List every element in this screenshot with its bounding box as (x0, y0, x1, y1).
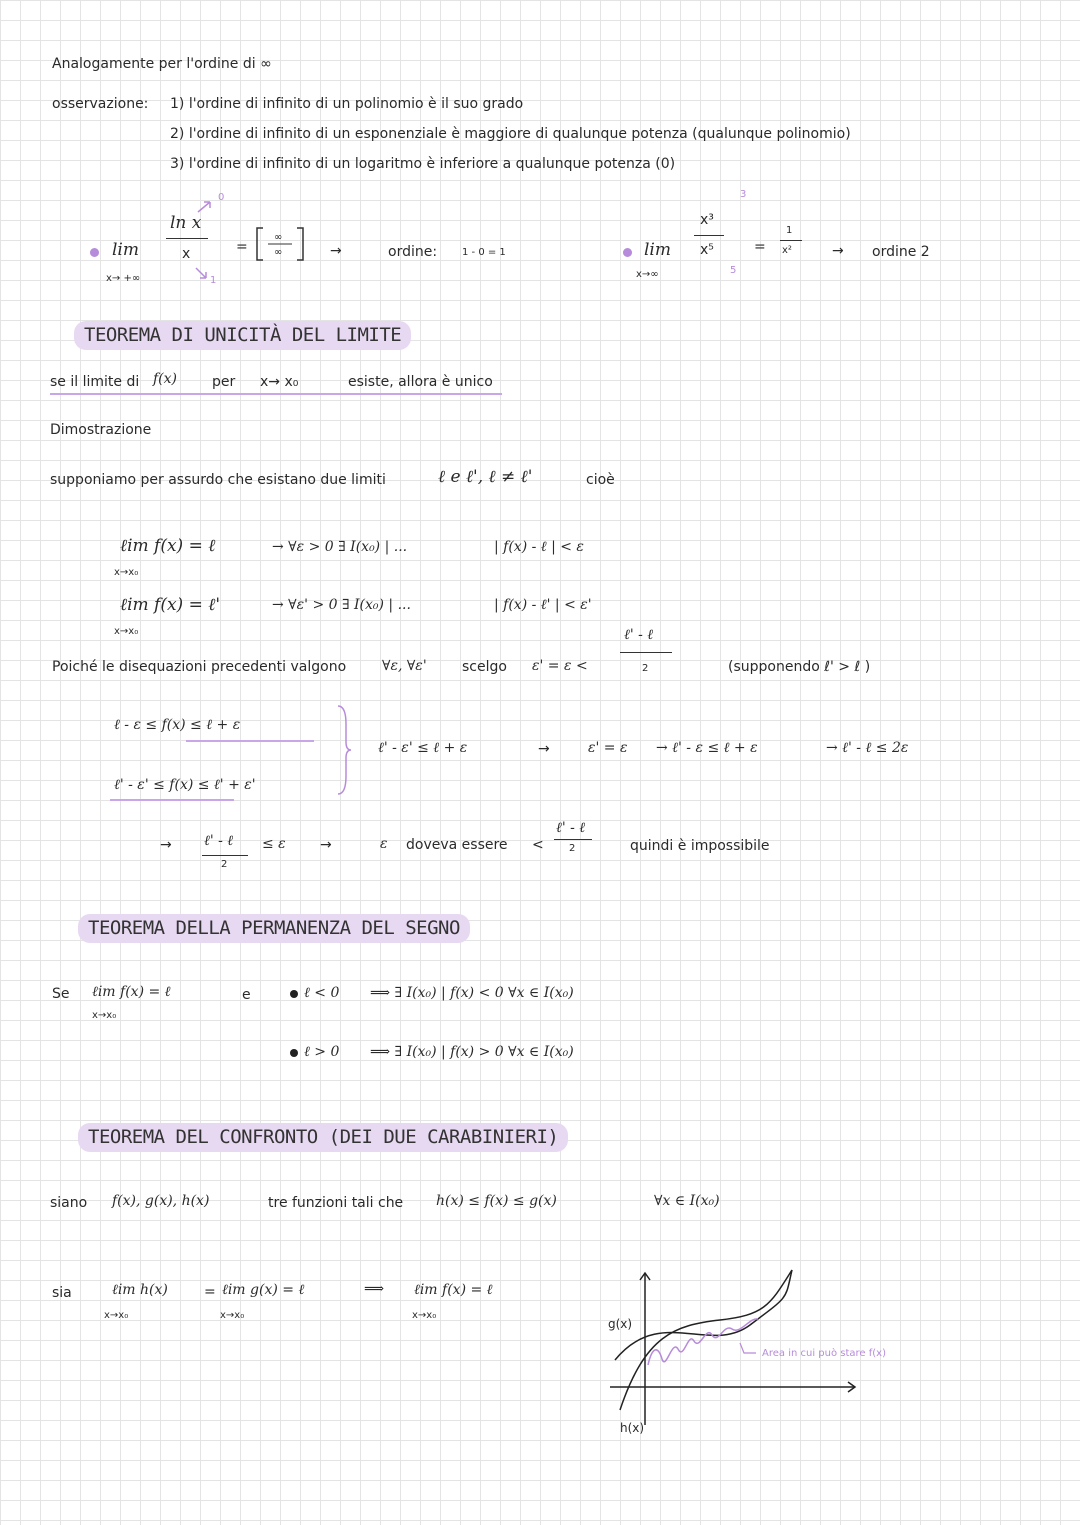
obs-item-3: 3) l'ordine di infinito di un logaritmo è inferiore a qualunque potenza (0) (170, 156, 676, 172)
lim1-abs: | f(x) - ℓ | < ε (494, 539, 584, 555)
unicita-s2: f(x) (153, 371, 178, 387)
bullet-dot (90, 248, 99, 257)
section-title-unicita: TEOREMA DI UNICITÀ DEL LIMITE (74, 321, 411, 350)
conf-funcs: f(x), g(x), h(x) (112, 1193, 210, 1209)
underline (50, 393, 502, 395)
ex1-den: x (182, 246, 191, 262)
ex1-ordine: ordine: (388, 244, 438, 260)
lim1-sub: x→x₀ (114, 567, 139, 578)
ex2-sub: x→∞ (636, 269, 659, 280)
ex2-r-num: 1 (786, 225, 793, 236)
impossibile-text: quindi è impossibile (630, 838, 770, 854)
perm-e: e (242, 987, 251, 1003)
lim2: ℓim f(x) = ℓ' (120, 595, 220, 615)
frac-den: 2 (642, 663, 649, 674)
ineq1: ℓ - ε ≤ f(x) ≤ ℓ + ε (114, 717, 241, 733)
ex1-anno-bot: 1 (210, 275, 217, 286)
scelgo-text: scelgo (462, 659, 507, 675)
perm-sub: x→x₀ (92, 1010, 117, 1021)
frac-num: ℓ' - ℓ (624, 627, 654, 643)
conf-sub-g: x→x₀ (220, 1310, 245, 1321)
ex2-eq: = (754, 239, 766, 255)
conf-sub-f: x→x₀ (412, 1310, 437, 1321)
supponendo-text: (supponendo ℓ' > ℓ ) (728, 659, 871, 675)
conc2-den: 2 (569, 843, 576, 854)
cioe-text: cioè (586, 472, 615, 488)
lt-symbol: < (532, 837, 544, 853)
scelgo-math: ε' = ε < (532, 658, 588, 674)
fraction-bar (202, 855, 248, 856)
conf-ineq: h(x) ≤ f(x) ≤ g(x) (436, 1193, 557, 1209)
conf-impl: ⟹ (364, 1281, 385, 1297)
anno-arrow-icon (194, 266, 210, 282)
fraction-bar (554, 839, 592, 840)
ex2-anno-bot: 5 (730, 265, 737, 276)
lim1-cond: → ∀ε > 0 ∃ I(x₀) | ... (272, 539, 408, 555)
obs-item-2: 2) l'ordine di infinito di un esponenziale è maggiore di qualunque potenza (qualunque polinomio) (170, 126, 851, 142)
perm-se: Se (52, 986, 70, 1002)
conc-num: ℓ' - ℓ (204, 833, 234, 849)
ex2-num: x³ (700, 212, 714, 228)
section-title-confronto: TEOREMA DEL CONFRONTO (DEI DUE CARABINIERI) (78, 1123, 568, 1152)
conc-arrow2: → (320, 837, 332, 853)
supp-math: ℓ e ℓ', ℓ ≠ ℓ' (438, 467, 533, 487)
ex1-sub: x→ +∞ (106, 273, 141, 284)
ex1-anno-top: 0 (218, 192, 225, 203)
conf-sub-h: x→x₀ (104, 1310, 129, 1321)
conc-le: ≤ ε (262, 836, 286, 852)
supp-text: supponiamo per assurdo che esistano due limiti (50, 472, 386, 488)
unicita-s4: x→ x₀ (260, 374, 299, 390)
conf-tre: tre funzioni tali che (268, 1195, 404, 1211)
conf-forall: ∀x ∈ I(x₀) (654, 1193, 720, 1209)
graph-h-label: h(x) (620, 1421, 645, 1435)
fraction-bar (620, 652, 672, 653)
unicita-s3: per (212, 374, 236, 390)
dim-label: Dimostrazione (50, 422, 152, 438)
ineq2: ℓ' - ε' ≤ f(x) ≤ ℓ' + ε' (114, 777, 256, 793)
underline (110, 799, 234, 801)
res3: → ℓ' - ε ≤ ℓ + ε (656, 740, 758, 756)
section-title-permanenza: TEOREMA DELLA PERMANENZA DEL SEGNO (78, 914, 470, 943)
doveva-text: doveva essere (406, 837, 508, 853)
res2: ε' = ε (588, 740, 628, 756)
ex2-ordine: ordine 2 (872, 244, 930, 260)
bullet-dot (290, 1049, 298, 1057)
res1: ℓ' - ε' ≤ ℓ + ε (378, 740, 468, 756)
bullet-dot (290, 990, 298, 998)
bullet-dot (623, 248, 632, 257)
ex1-arrow: → (330, 243, 342, 259)
ex2-arrow: → (832, 243, 844, 259)
conf-lim-h: ℓim h(x) (112, 1282, 168, 1298)
conf-sia: sia (52, 1285, 72, 1301)
conf-lim-g: ℓim g(x) = ℓ (222, 1282, 305, 1298)
fraction-bar (166, 238, 208, 239)
lim2-abs: | f(x) - ℓ' | < ε' (494, 597, 592, 613)
obs-item-1: 1) l'ordine di infinito di un polinomio è il suo grado (170, 96, 524, 112)
conc-arrow: → (160, 837, 172, 853)
conc-den: 2 (221, 859, 228, 870)
res-arrow: → (538, 741, 550, 757)
fraction-bar (780, 240, 802, 241)
perm-c2: ℓ > 0 (304, 1044, 340, 1060)
graph-area-label: Area in cui può stare f(x) (762, 1348, 886, 1359)
perm-lim: ℓim f(x) = ℓ (92, 984, 171, 1000)
ex1-calc: 1 - 0 = 1 (462, 247, 506, 258)
ex1-lim: lim (112, 240, 139, 260)
conf-lim-f: ℓim f(x) = ℓ (414, 1282, 493, 1298)
ex2-r-den: x² (782, 245, 792, 256)
ex1-form-top: ∞ (274, 232, 283, 243)
ex1-form-bot: ∞ (274, 247, 283, 258)
poiche-text: Poiché le disequazioni precedenti valgono (52, 659, 347, 675)
perm-r1: ⟹ ∃ I(x₀) | f(x) < 0 ∀x ∈ I(x₀) (370, 985, 574, 1001)
lim2-cond: → ∀ε' > 0 ∃ I(x₀) | ... (272, 597, 411, 613)
ex2-anno-top: 3 (740, 189, 747, 200)
obs-label: osservazione: (52, 96, 149, 112)
unicita-s1: se il limite di (50, 374, 140, 390)
ex2-den: x⁵ (700, 242, 714, 258)
ex1-eq: = (236, 239, 248, 255)
res4: → ℓ' - ℓ ≤ 2ε (826, 740, 909, 756)
anno-arrow-icon (196, 198, 216, 218)
intro-text: Analogamente per l'ordine di ∞ (52, 56, 272, 72)
graph-g-label: g(x) (608, 1317, 633, 1331)
perm-r2: ⟹ ∃ I(x₀) | f(x) > 0 ∀x ∈ I(x₀) (370, 1044, 574, 1060)
ex1-num: ln x (170, 213, 202, 233)
lim1: ℓim f(x) = ℓ (120, 536, 216, 556)
unicita-s5: esiste, allora è unico (348, 374, 493, 390)
fraction-bar (694, 235, 724, 236)
underline (186, 740, 314, 742)
forall-text: ∀ε, ∀ε' (382, 658, 427, 674)
conc-eps: ε (380, 836, 388, 852)
conf-siano: siano (50, 1195, 88, 1211)
conc2-num: ℓ' - ℓ (556, 820, 586, 836)
lim2-sub: x→x₀ (114, 626, 139, 637)
conf-eq: = (204, 1284, 216, 1300)
perm-c1: ℓ < 0 (304, 985, 340, 1001)
ex2-lim: lim (644, 240, 671, 260)
brace-icon (336, 704, 352, 796)
